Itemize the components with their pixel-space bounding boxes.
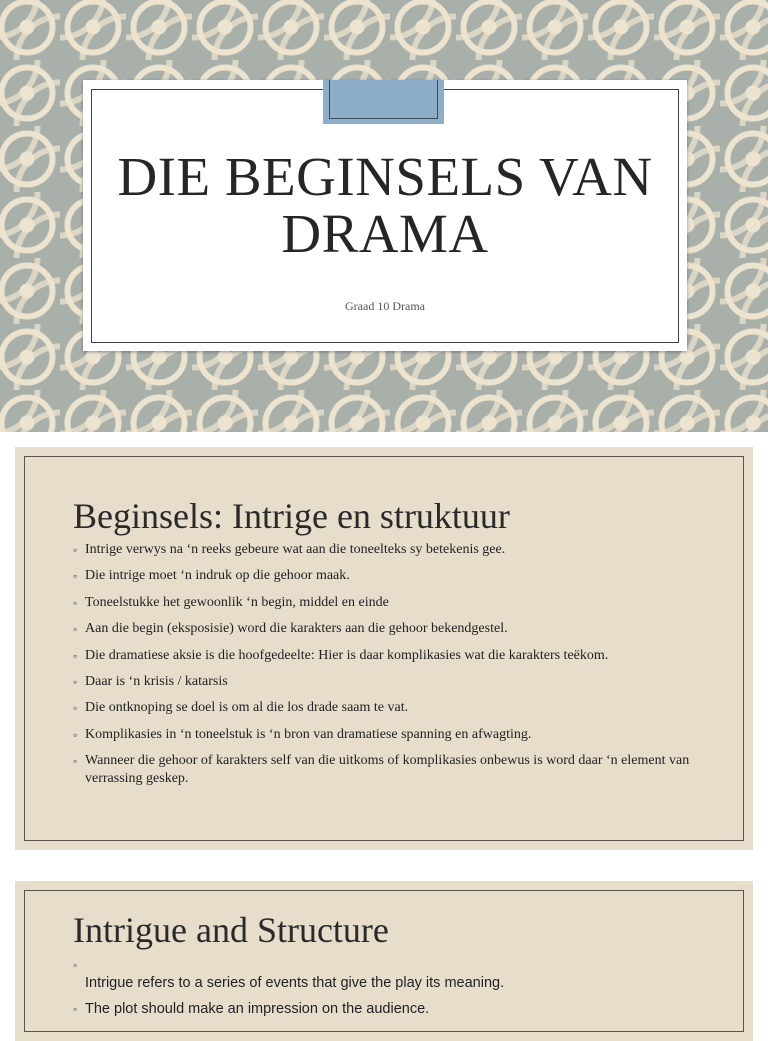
slide-subtitle: Graad 10 Drama	[345, 299, 425, 313]
slide-heading: Beginsels: Intrige en struktuur	[73, 496, 510, 536]
list-item	[73, 620, 713, 638]
bullet-list	[73, 541, 713, 797]
list-item	[73, 673, 713, 691]
content-slide-afrikaans	[15, 447, 753, 850]
list-item-text: Die ontknoping se doel is om al die los drade saam te vat.	[85, 700, 409, 716]
list-item-text: Daar is ‘n krisis / katarsis	[85, 673, 228, 689]
list-item-text: ◦ Intrigue refers to a series of events that give the play its meaning.	[85, 975, 505, 991]
list-item-text: Aan die begin (eksposisie) word die karakters aan die gehoor bekendgestel.	[85, 621, 508, 637]
list-item-text: Komplikasies in ‘n toneelstuk is ‘n bron van dramatiese spanning en afwagting.	[85, 726, 532, 742]
title-slide	[0, 0, 768, 432]
list-item-text: Toneelstukke het gewoonlik ‘n begin, middel en einde	[85, 594, 389, 610]
list-item-text: Die intrige moet ‘n indruk op die gehoor maak.	[85, 568, 350, 584]
list-item-text: The plot should make an impression on the audience.	[85, 1001, 430, 1017]
title-accent-tab-border	[329, 80, 438, 119]
title-accent-tab	[323, 80, 444, 124]
slide-title: DIE BEGINSELS VAN DRAMA	[117, 146, 653, 264]
list-item	[73, 647, 713, 665]
list-item	[73, 726, 713, 744]
list-item-text: Wanneer die gehoor of karakters self van die uitkoms of komplikasies onbewus is word daar ‘n element van verrassing geskep.	[85, 753, 690, 787]
content-slide-english	[15, 881, 753, 1041]
bullet-list	[73, 955, 713, 1027]
title-card	[83, 80, 687, 351]
list-item-text: Die dramatiese aksie is die hoofgedeelte: Hier is daar komplikasies wat die karakters teëkom.	[85, 647, 609, 663]
slide-heading: Intrigue and Structure	[73, 910, 389, 950]
list-item	[73, 594, 713, 612]
list-item	[73, 999, 713, 1019]
list-item	[73, 541, 713, 559]
list-item	[73, 752, 713, 788]
list-item-text: Intrige verwys na ‘n reeks gebeure wat aan die toneelteks sy betekenis gee.	[85, 542, 506, 557]
list-item	[73, 567, 713, 585]
list-item	[73, 699, 713, 717]
list-item	[73, 955, 713, 993]
